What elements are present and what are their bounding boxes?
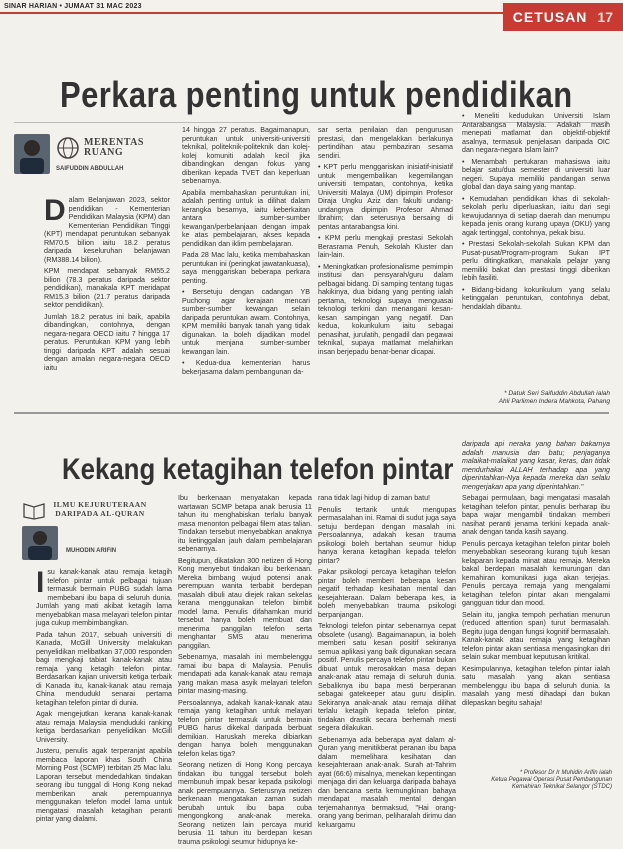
newspaper-dateline: SINAR HARIAN • JUMAAT 31 MAC 2023 xyxy=(4,3,142,10)
paragraph: • Meneliti kedudukan Universiti Islam Antarabangsa Malaysia. Adakah masih menepati matlamat dan objektif-objektif asalnya, termasuk penjelasan daripada OIC dan negara-negara Islam lain? xyxy=(462,112,610,154)
paragraph: Pakar psikologi percaya ketagihan telefon pintar boleh memberi beberapa kesan negatif terhadap kesihatan mental dan kesejahteraan. Dalam beberapa kes, ia boleh menyebabkan trauma psikologi berpanjangan. xyxy=(318,568,456,619)
author-name: MUHODIN ARIFIN xyxy=(66,548,117,554)
dropcap: I xyxy=(36,566,45,599)
paragraph: • Kedua-dua kementerian harus bekerjasama dalam pembangunan da- xyxy=(182,359,310,376)
paragraph: • Kemudahan pendidikan khas di sekolah-sekolah perlu diperluaskan, iaitu dari segi kewujudannya di setiap daerah dan menumpu kepada jenis orang kurang upaya (OKU) yang agak tertinggal, contohnya, pekak bisu. xyxy=(462,194,610,237)
paragraph: Selain itu, jangka tempoh perhatian menurun (reduced attention span) turut bermasalah. Begitu juga dengan fungsi kognitif bermasalah. Kanak-kanak atau remaja yang ketagihan telefon pintar akan sentiasa mengasingkan diri selain sukar membuat keputusan kritikal. xyxy=(462,610,610,661)
paragraph: daripada api neraka yang bahan bakarnya adalah manusia dan batu; penjaganya malaikat-malaikat yang kasar, keras, dan tidak mendurhakai ALLAH terhadap apa yang diperintahkan-Nya kepada mereka dan selalu mengerjakan apa yang diperintahkan." xyxy=(462,440,610,491)
paragraph: Kesimpulannya, ketagihan telefon pintar ialah satu masalah yang akan sentiasa membelenggu ibu bapa di seluruh dunia. Ia masalah yang mesti dihadapi dan bukan dilepaskan begitu sahaja! xyxy=(462,664,610,707)
author-photo xyxy=(22,526,58,560)
paragraph: • KPT perlu menggariskan inisiatif-inisiatif untuk mengembalikan kegemilangan universiti tempatan, contohnya, ketika Universiti Malaya (UM) dipimpin Profesor Diraja Ungku Aziz dan fakulti undang-undangnya dipimpin Profesor Ahmad Ibrahim; dan seterusnya bersaing di pentas antarabangsa kini. xyxy=(318,163,453,231)
paragraph: alam Belanjawan 2023, sektor pendidikan - Kementerian Pendidikan Malaysia (KPM) dan Kementerian Pendidikan Tinggi (KPT) mendapat peruntukan sebanyak RM70.5 bilion iaitu 18.2 peratus daripada keseluruhan belanjawan (RM388.14 bilion). xyxy=(44,196,170,264)
paragraph: • Prestasi Sekolah-sekolah Sukan KPM dan Pusat-pusat/Program-program Sukan IPT perlu ditingkatkan, manakala pelajar yang memiliki bakat dan prestasi tinggi diberikan lebih fasiliti. xyxy=(462,240,610,282)
article2-footnote xyxy=(462,770,612,791)
paragraph: • Bidang-bidang kokurikulum yang selalu ketinggalan peruntukan, contohnya debat, hendaklah dibantu. xyxy=(462,285,610,311)
footnote-line: Kemahiran Teknikal Selangor (STDC) xyxy=(511,784,612,790)
paragraph: Pada tahun 2017, sebuah universiti di Kanada, McGill University melakukan penyelidikan melibatkan 37,000 responden bagi mengkaji tabiat kanak-kanak atau remaja yang ketagih telefon pintar. Berdasarkan kajian universiti ketiga terbaik di Kanada itu, kanak-kanak atau remaja China mendudukI senarai pertama ketagihan telefon pintar di dunia. xyxy=(36,630,172,707)
paragraph: Apabila membahaskan peruntukan ini, adalah penting untuk ia dilihat dalam kerangka besarnya, iaitu keberkaitan antara sumber-sumber kewangan/perbelanjaan dengan impak ke atas pembelajaran, akses kepada pendidikan dan iklim pembelajaran. xyxy=(182,188,310,248)
footnote-line: Ketua Pegawai Operasi Pusat Pembangunan xyxy=(491,777,612,783)
paragraph: KPM mendapat sebanyak RM55.2 bilion (78.3 peratus daripada sektor pendidikan), manakala KPT meridapat RM15.3 bilion (21.7 peratus daripada sektor pendidikan). xyxy=(44,267,170,309)
paragraph: Penulis percaya ketagihan telefon pintar boleh menyebabkan seseorang kurang tujuh kesan kelaparan kepada minat atau remaja. Mereka bakal berdepan masalah kemurungan dan kemahiran komunikasi juga akan terjejas. Penulis percaya remaja yang mengalami ketagihan telefon pintar akan mengalami gangguan tidur dan mood. xyxy=(462,539,610,607)
article2-author-box xyxy=(14,498,164,558)
paragraph: Seorang netizen di Hong Kong percaya tindakan ibu tunggal tersebut boleh membunuh impak besar kepada psikologi anak perempuannya. Seterusnya netizen berkenaan mengatakan zaman sudah berubah untuk ibu bapa cuba mengongkong anak-anak mereka. Seorang netizen lain percaya murid berusia 11 tahun itu berdepan kesan trauma psikologi seumur hidupnya ke- xyxy=(178,761,312,846)
article2-col1 xyxy=(36,568,172,827)
dropcap: D xyxy=(44,194,66,227)
paragraph: Sebagai permulaan, bagi mengatasi masalah ketagihan telefon pintar, penulis berharap ibu bapa wajar mengambil tindakan memberi nasihat peranti jenama terkini kepada anak-anak dengan tanda kasih sayang. xyxy=(462,494,610,536)
author-name: SAIFUDDIN ABDULLAH xyxy=(56,166,124,172)
paragraph: 14 hingga 27 peratus. Bagaimanapun, peruntukan untuk universiti-universiti teknikal, politeknik-politeknik dan kolej-kolej komuniti adalah kecil jika dibandingkan dengan fokus yang diberikan kepada TVET dan keperluan sebenarnya. xyxy=(182,126,310,185)
article1-col3 xyxy=(318,126,453,359)
article-divider xyxy=(14,412,609,414)
article1-footnote xyxy=(462,390,610,406)
article2-col3 xyxy=(318,494,456,832)
paragraph: Jumlah 18.2 peratus ini baik, apabila dibandingkan, contohnya, dengan negara-negara OECD iaitu 7 hingga 17 peratus. Peruntukan KPM yang lebih tinggi daripada KPT adalah sesuai dengan amalan negara-negara OECD iaitu xyxy=(44,312,170,372)
article1-author-box xyxy=(14,128,164,188)
article2-col4 xyxy=(462,440,610,710)
paragraph: Agak mengejutkan kerana kanak-kanak atau remaja Malaysia menduduki ranking ketiga berdasarkan penyelidikan McGill University. xyxy=(36,710,172,744)
article1-headline: Perkara penting untuk pendidikan xyxy=(60,74,573,115)
paragraph: Begitupun, dikatakan 300 netizen di Hong Kong menyebut tindakan ibu berkenaan. Mereka bimbang wujud potensi anak perempuan wanita terbabit berdepan masalah dibuli atau diejek rakan sekelas kerana menggunakan telefon bimbit model lama. Penulis difahamkan murid tersebut hanya boleh membuat dan menerima panggilan telefon serta menghantar SMS atau menerima panggilan. xyxy=(178,556,312,650)
paragraph: sar serta penilaian dan pengurusan prestasi, dan mengelakkan berlakunya pertindihan atau pembaziran sesama sendiri. xyxy=(318,126,453,160)
footnote-line: * Datuk Seri Saifuddin Abdullah ialah xyxy=(504,390,610,397)
page-number: 17 xyxy=(597,9,613,25)
paragraph: Sebenarnya, masalah ini membelenggu ramai ibu bapa di Malaysia. Penulis mendapati ada kanak-kanak atau remaja yang makan masa asyik melayari telefon pintar masing-masing. xyxy=(178,653,312,695)
paragraph: rana tidak lagi hidup di zaman batu! xyxy=(318,494,430,502)
footnote-line: * Profesor Dr Ir Muhidin Arifin ialah xyxy=(519,770,612,776)
footnote-line: Ahli Parlimen Indera Mahkota, Pahang xyxy=(498,398,610,405)
paragraph: Sebenarnya ada beberapa ayat dalam al-Quran yang menitikberat peranan ibu bapa dalam memelihara kesihatan dan kesejahteraan anak-anak. Surah at-Tahrim ayat (66:6) misalnya, menekan kepentingan menjaga diri dan keluarga daripada bahaya dan bencana serta kemungkinan bahaya mendapat masalah mental dengan terjemahannya bermaksud, "Hai orang-orang yang beriman, peliharalah dirimu dan keluargamu xyxy=(318,735,456,829)
article2-headline: Kekang ketagihan telefon pintar xyxy=(62,453,454,486)
article1-col2 xyxy=(182,126,310,379)
globe-icon xyxy=(56,136,80,165)
article1-col1 xyxy=(44,196,170,375)
article2-col2 xyxy=(178,494,312,849)
paragraph: • Bersetuju dengan cadangan YB Puchong agar kerajaan mencari sumber-sumber kewangan selain daripada peruntukan awam. Contohnya, KPM memiliki banyak tanah yang tidak digunakan. Ia boleh dijadikan model untuk menjana sumber-sumber kewangan lain. xyxy=(182,288,310,356)
paragraph: Teknologi telefon pintar sebenarnya cepat obsolete (usang). Bagaimanapun, ia boleh memberi satu kesan positif sekiranya semua aplikasi yang baik digunakan secara positif. Penulis percaya telefon pintar bukan dibuat untuk merosakkan masa depan anak-anak atau remaja di seluruh dunia. Sebaliknya ibu bapa mesti berperanan sebagai gatekeeper atau guru disiplin. Sekiranya anak-anak atau remaja dilihat terlalu ketagih kepada telefon pintar, tindakan drastik secara berhemah mesti segera dilakukan. xyxy=(318,622,456,732)
book-icon xyxy=(22,500,46,525)
paragraph: • Meningkatkan profesionalisme pemimpin institusi dan pensyarah/guru dalam pelbagai bidang. Di samping tentang tugas hakikinya, dua bidang yang penting ialah pertama, teknologi supaya menguasai teknologi terkini dan menangani kesan-kesan sampingan yang negatif. Dan kedua, kokurikulum iaitu sebagai penasihat, jurulatih, pengadil dan pegawai teknikal, supaya matlamat melahirkan insan berjepadu benar-benar dicapai. xyxy=(318,262,453,356)
paragraph: Penulis tertarik untuk mengupas permasalahan ini. Ramai di sudut juga saya setuju berdepan dengan masalah ini. Persoalannya, adakah kesan trauma psikologi boleh bertahan seumur hidup hanya kerana ketagihan kepada telefon pintar? xyxy=(318,505,456,565)
paragraph: Ibu berkenaan menyatakan kepada wartawan SCMP betapa anak berusia 11 tahun itu menghabiskan terlalu banyak masa menonton pelbagai filem atas talian. Tindakan tersebut menyebabkan anaknya itu ketinggalan jauh dalam pembelajaran sebenarnya. xyxy=(178,494,312,553)
person-icon xyxy=(22,526,58,560)
paragraph: • Menambah pertukaran mahasiswa iaitu belajar satu/dua semester di universiti luar negeri. Supaya memiliki pandangan serwa global dan daya saing yang mantap. xyxy=(462,157,610,191)
paragraph: • KPM perlu mengkaji prestasi Sekolah Berasrama Penuh, Sekolah Kluster dan lain-lain. xyxy=(318,234,453,259)
paragraph: Justeru, penulis agak terperanjat apabila membaca laporan khas South China Morning Post (SCMP) terbitan 25 Mac lalu. Laporan tersebut mendedahkan tindakan seorang ibu tunggal di Hong Kong nekad memberikan anak perempuannya menggunakan telefon model lama untuk mengatasi masalah ketagihan peranti pintar yang dialami. xyxy=(36,747,172,823)
article1-col4 xyxy=(462,112,610,314)
paragraph: Persoalannya, adakah kanak-kanak atau remaja yang ketagihan untuk melayari telefon pintar termasuk untuk bermain PUBG harus dikekal daripada berbuat demikian. Haruskah mereka dibiarkan dengan hanya boleh menggunakan telefon kelas tiga? xyxy=(178,698,312,758)
column-name: MERENTAS RUANG xyxy=(84,137,144,158)
section-tab xyxy=(503,3,623,31)
person-icon xyxy=(14,134,50,174)
author-photo xyxy=(14,134,50,174)
section-name: CETUSAN xyxy=(512,9,588,25)
column-name: ILMU KEJURUTERAAN DARIPADA AL-QURAN xyxy=(53,500,147,518)
paragraph: Pada 28 Mac lalu, ketika membahaskan peruntukan ini (peringkat jawatankuasa), saya menggariskan beberapa perkara penting. xyxy=(182,251,310,285)
paragraph: su kanak-kanak atau remaja ketagih telefon pintar untuk pelbagai tujuan termasuk bermain PUBG sudah lama membebani ibu bapa di seluruh dunia. Jumlah yang mati akibat ketagih lama menyebabkan masa melayari telefon pintar juga cukup membimbangkan. xyxy=(36,568,172,627)
